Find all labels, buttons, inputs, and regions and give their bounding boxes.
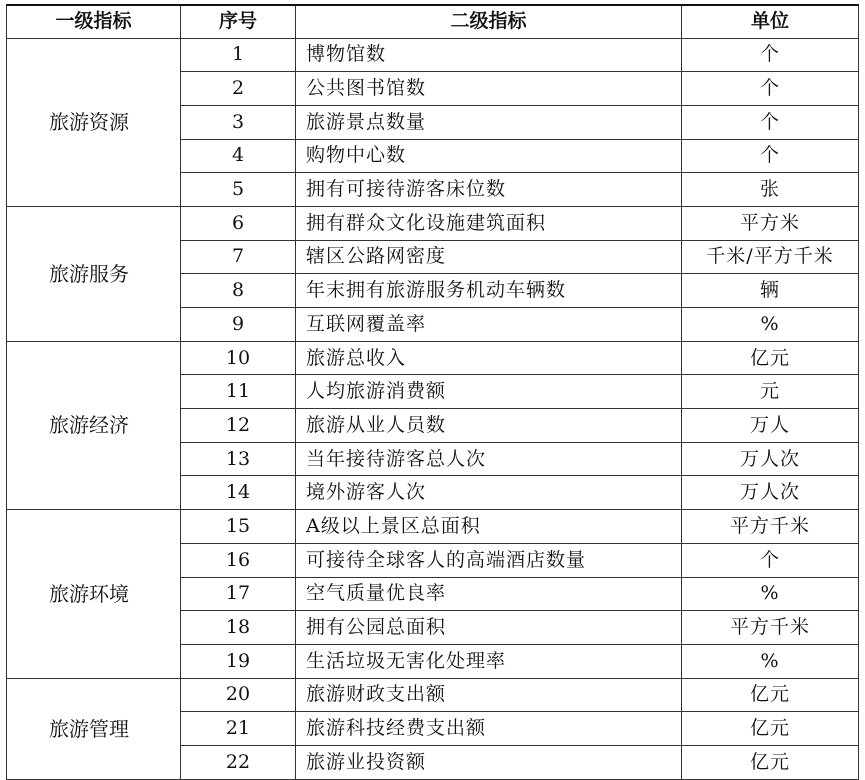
table-row bbox=[7, 510, 859, 544]
category-cell: 旅游经济 bbox=[7, 341, 181, 509]
indicator-cell: 可接待全球客人的高端酒店数量 bbox=[296, 543, 682, 577]
header-level1: 一级指标 bbox=[7, 5, 181, 38]
number-cell: 21 bbox=[181, 712, 296, 746]
unit-cell: 平方千米 bbox=[682, 510, 859, 544]
indicator-cell: 境外游客人次 bbox=[296, 476, 682, 510]
category-cell: 旅游环境 bbox=[7, 510, 181, 678]
indicator-cell: 旅游景点数量 bbox=[296, 105, 682, 139]
unit-cell: 万人次 bbox=[682, 476, 859, 510]
number-cell: 7 bbox=[181, 240, 296, 274]
number-cell: 3 bbox=[181, 105, 296, 139]
indicator-cell: 辖区公路网密度 bbox=[296, 240, 682, 274]
unit-cell: 万人次 bbox=[682, 442, 859, 476]
category-cell: 旅游资源 bbox=[7, 38, 181, 206]
table-row bbox=[7, 38, 859, 72]
unit-cell: 亿元 bbox=[682, 712, 859, 746]
number-cell: 14 bbox=[181, 476, 296, 510]
number-cell: 2 bbox=[181, 72, 296, 106]
table-body bbox=[7, 38, 859, 779]
unit-cell: 万人 bbox=[682, 409, 859, 443]
indicator-cell: 旅游科技经费支出额 bbox=[296, 712, 682, 746]
number-cell: 16 bbox=[181, 543, 296, 577]
number-cell: 11 bbox=[181, 375, 296, 409]
number-cell: 19 bbox=[181, 644, 296, 678]
unit-cell: 个 bbox=[682, 139, 859, 173]
number-cell: 1 bbox=[181, 38, 296, 72]
unit-cell: 平方米 bbox=[682, 206, 859, 240]
indicator-cell: 当年接待游客总人次 bbox=[296, 442, 682, 476]
unit-cell: 千米/平方千米 bbox=[682, 240, 859, 274]
number-cell: 20 bbox=[181, 678, 296, 712]
header-row bbox=[7, 5, 859, 38]
number-cell: 17 bbox=[181, 577, 296, 611]
unit-cell: 个 bbox=[682, 38, 859, 72]
number-cell: 12 bbox=[181, 409, 296, 443]
unit-cell: % bbox=[682, 308, 859, 342]
indicator-cell: 公共图书馆数 bbox=[296, 72, 682, 106]
indicator-cell: 旅游从业人员数 bbox=[296, 409, 682, 443]
number-cell: 4 bbox=[181, 139, 296, 173]
indicator-cell: 生活垃圾无害化处理率 bbox=[296, 644, 682, 678]
table-row bbox=[7, 341, 859, 375]
indicator-cell: 拥有公园总面积 bbox=[296, 611, 682, 645]
number-cell: 13 bbox=[181, 442, 296, 476]
indicator-cell: A级以上景区总面积 bbox=[296, 510, 682, 544]
number-cell: 5 bbox=[181, 173, 296, 207]
indicator-cell: 互联网覆盖率 bbox=[296, 308, 682, 342]
unit-cell: 张 bbox=[682, 173, 859, 207]
unit-cell: 个 bbox=[682, 543, 859, 577]
unit-cell: 平方千米 bbox=[682, 611, 859, 645]
number-cell: 18 bbox=[181, 611, 296, 645]
unit-cell: 元 bbox=[682, 375, 859, 409]
unit-cell: 个 bbox=[682, 72, 859, 106]
number-cell: 8 bbox=[181, 274, 296, 308]
header-unit: 单位 bbox=[682, 5, 859, 38]
category-cell: 旅游管理 bbox=[7, 678, 181, 779]
indicator-cell: 拥有群众文化设施建筑面积 bbox=[296, 206, 682, 240]
indicator-table bbox=[6, 4, 859, 780]
indicator-cell: 拥有可接待游客床位数 bbox=[296, 173, 682, 207]
table-row bbox=[7, 678, 859, 712]
indicator-cell: 空气质量优良率 bbox=[296, 577, 682, 611]
unit-cell: 亿元 bbox=[682, 678, 859, 712]
unit-cell: 个 bbox=[682, 105, 859, 139]
number-cell: 10 bbox=[181, 341, 296, 375]
indicator-cell: 旅游总收入 bbox=[296, 341, 682, 375]
unit-cell: % bbox=[682, 644, 859, 678]
header-number: 序号 bbox=[181, 5, 296, 38]
number-cell: 15 bbox=[181, 510, 296, 544]
indicator-cell: 人均旅游消费额 bbox=[296, 375, 682, 409]
category-cell: 旅游服务 bbox=[7, 206, 181, 341]
table-row bbox=[7, 206, 859, 240]
indicator-cell: 年末拥有旅游服务机动车辆数 bbox=[296, 274, 682, 308]
unit-cell: 亿元 bbox=[682, 745, 859, 779]
unit-cell: % bbox=[682, 577, 859, 611]
unit-cell: 辆 bbox=[682, 274, 859, 308]
number-cell: 6 bbox=[181, 206, 296, 240]
header-level2: 二级指标 bbox=[296, 5, 682, 38]
indicator-cell: 博物馆数 bbox=[296, 38, 682, 72]
unit-cell: 亿元 bbox=[682, 341, 859, 375]
number-cell: 22 bbox=[181, 745, 296, 779]
number-cell: 9 bbox=[181, 308, 296, 342]
indicator-cell: 旅游业投资额 bbox=[296, 745, 682, 779]
indicator-cell: 旅游财政支出额 bbox=[296, 678, 682, 712]
indicator-cell: 购物中心数 bbox=[296, 139, 682, 173]
